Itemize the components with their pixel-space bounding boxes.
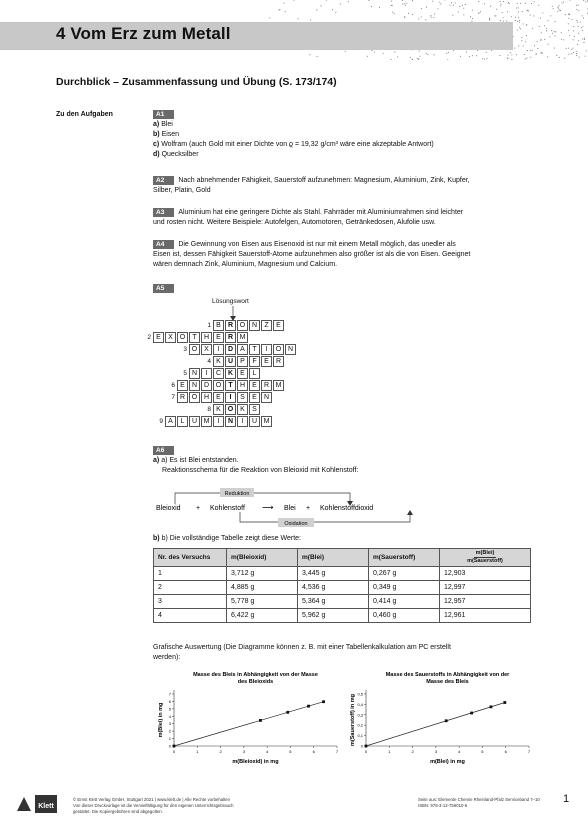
chart-blei-vs-bleioxid xyxy=(152,668,352,778)
task-a3: A3 Aluminium hat eine geringere Dichte als Stahl. Fahrräder mit Aluminiumrahmen sind leichter und rosten nicht. Weitere Beispiele: Autofelgen, Automotoren, Getränkedosen, Alufolie usw. xyxy=(153,208,563,228)
crossword-cell: B xyxy=(213,320,224,331)
table-cell: 12,997 xyxy=(440,581,531,595)
crossword-key-cell: K xyxy=(225,368,236,379)
a6-line-a: a) a) Es ist Blei entstanden. xyxy=(153,457,239,464)
y-tick-label: 0,1 xyxy=(357,733,363,739)
data-point xyxy=(365,745,368,748)
grafik-text xyxy=(153,643,573,663)
y-tick-label: 0 xyxy=(168,743,171,749)
x-tick-label: 2 xyxy=(219,749,222,754)
table-cell: 4,536 g xyxy=(298,581,369,595)
crossword-cell: M xyxy=(201,416,212,427)
page-subtitle: Durchblick – Zusammenfassung und Übung (S. 173/174) xyxy=(56,76,337,88)
table-row xyxy=(154,581,531,595)
crossword-cell: M xyxy=(237,332,248,343)
x-tick-label: 2 xyxy=(411,749,414,754)
oxidation-label: Oxidation xyxy=(284,521,308,527)
grafik-line-2: werden): xyxy=(153,654,181,661)
crossword-cell: I xyxy=(261,344,272,355)
crossword-cell: S xyxy=(237,392,248,403)
table-cell: 12,957 xyxy=(440,595,531,609)
x-tick-label: 6 xyxy=(504,749,507,754)
crossword-cell: E xyxy=(249,380,260,391)
table-cell: 3,712 g xyxy=(227,567,298,581)
chart-title: Masse des Bleis in Abhängigkeit von der Masse xyxy=(193,672,318,678)
tag-a4: A4 xyxy=(153,240,174,249)
table-cell: 12,903 xyxy=(440,567,531,581)
table-cell: 5,364 g xyxy=(298,595,369,609)
crossword-cell: T xyxy=(249,344,260,355)
tag-a2: A2 xyxy=(153,176,174,185)
y-tick-label: 0,4 xyxy=(357,701,363,707)
crossword-cell: O xyxy=(177,332,188,343)
crossword-key-cell: N xyxy=(225,416,236,427)
table-cell: 12,961 xyxy=(440,609,531,623)
tag-a6: A6 xyxy=(153,446,174,455)
y-tick-label: 3 xyxy=(168,721,171,727)
crossword-cell: P xyxy=(237,356,248,367)
crossword-key-cell: O xyxy=(225,404,236,415)
crossword-key-cell: I xyxy=(225,392,236,403)
x-tick-label: 1 xyxy=(388,749,391,754)
crossword-cell: N xyxy=(189,368,200,379)
x-tick-label: 3 xyxy=(242,749,245,754)
crossword-grid xyxy=(147,320,460,440)
a6-line-b: b) b) Die vollständige Tabelle zeigt diese Werte: xyxy=(153,535,301,542)
x-tick-label: 3 xyxy=(434,749,437,754)
crossword-row xyxy=(213,320,285,331)
table-cell: 5,962 g xyxy=(298,609,369,623)
crossword-row xyxy=(189,368,261,379)
solution-word-label: Lösungswort xyxy=(212,298,249,305)
crossword-row xyxy=(177,380,285,391)
crossword-key-cell: U xyxy=(225,356,236,367)
table-cell: 0,460 g xyxy=(369,609,440,623)
crossword-cell: E xyxy=(237,368,248,379)
crossword-cell: E xyxy=(273,320,284,331)
reaction-scheme xyxy=(150,484,450,530)
data-point xyxy=(286,711,289,714)
table-cell: 5,778 g xyxy=(227,595,298,609)
x-tick-label: 1 xyxy=(196,749,199,754)
crossword-cell: Z xyxy=(261,320,272,331)
a1-item-b: b) Eisen xyxy=(153,131,180,138)
crossword-row xyxy=(189,344,297,355)
table-cell: 4,885 g xyxy=(227,581,298,595)
tag-a3: A3 xyxy=(153,208,174,217)
crossword-row xyxy=(153,332,249,343)
y-tick-label: 0,5 xyxy=(357,691,363,697)
results-table xyxy=(153,548,531,623)
task-a5-header xyxy=(153,284,178,294)
scheme-kohlenstoffdioxid: Kohlenstoffdioxid xyxy=(320,505,374,512)
a1-item-d: d) Quecksilber xyxy=(153,151,199,158)
y-tick-label: 2 xyxy=(168,728,171,734)
y-axis-label: m(Sauerstoff) in mg xyxy=(350,694,356,746)
tag-a5: A5 xyxy=(153,284,174,293)
table-cell: 0,267 g xyxy=(369,567,440,581)
crossword-cell: K xyxy=(237,404,248,415)
x-tick-label: 6 xyxy=(312,749,315,754)
data-point xyxy=(470,712,473,715)
data-point xyxy=(173,745,176,748)
crossword-cell: X xyxy=(201,344,212,355)
page-number: 1 xyxy=(563,793,570,805)
y-tick-label: 1 xyxy=(168,736,171,742)
y-tick-label: 4 xyxy=(168,713,171,719)
scheme-bleioxid: Bleioxid xyxy=(156,505,181,512)
crossword-cell: S xyxy=(249,404,260,415)
crossword-row-number: 4 xyxy=(207,358,211,365)
table-cell: 3 xyxy=(154,595,227,609)
trend-line xyxy=(174,702,324,746)
a1-item-a: a) Blei xyxy=(153,121,173,128)
y-tick-label: 0 xyxy=(360,743,363,749)
scheme-plus-1: + xyxy=(196,505,201,512)
col-header-bleioxid: m(Bleioxid) xyxy=(227,549,298,567)
svg-text:Klett: Klett xyxy=(38,803,54,810)
table-row xyxy=(154,567,531,581)
crossword-row-number: 9 xyxy=(159,418,163,425)
x-tick-label: 4 xyxy=(458,749,461,754)
crossword-cell: E xyxy=(213,332,224,343)
crossword-cell: D xyxy=(201,380,212,391)
crossword-cell: H xyxy=(201,332,212,343)
klett-logo xyxy=(15,793,59,815)
table-cell: 1 xyxy=(154,567,227,581)
crossword-cell: L xyxy=(249,368,260,379)
data-point xyxy=(307,705,310,708)
crossword-cell: U xyxy=(189,416,200,427)
crossword-cell: T xyxy=(189,332,200,343)
col-header-ratio: m(Blei) m(Sauerstoff) xyxy=(440,549,531,567)
y-tick-label: 0,2 xyxy=(357,722,363,728)
crossword-row-number: 3 xyxy=(183,346,187,353)
task-a1 xyxy=(153,110,553,160)
x-tick-label: 5 xyxy=(289,749,292,754)
crossword-cell: E xyxy=(261,356,272,367)
crossword-cell: E xyxy=(249,392,260,403)
footer-source: Seite aus: Elemente Chemie Rheinland-Pfalz Serviceband 7–10 ISBN: 978-3-12-756010-6 xyxy=(418,797,540,808)
crossword-cell: A xyxy=(165,416,176,427)
crossword-cell: K xyxy=(213,404,224,415)
chart-sauerstoff-vs-blei xyxy=(344,668,544,778)
a4-text-line3: wären demnach Zink, Aluminium, Magnesium und Calcium. xyxy=(153,261,338,268)
crossword-key-cell: T xyxy=(225,380,236,391)
crossword-cell: O xyxy=(237,320,248,331)
data-point xyxy=(503,701,506,704)
table-cell: 6,422 g xyxy=(227,609,298,623)
scheme-plus-2: + xyxy=(306,505,311,512)
crossword-cell: R xyxy=(273,356,284,367)
crossword-cell: F xyxy=(249,356,260,367)
crossword-cell: O xyxy=(189,392,200,403)
reduktion-label: Reduktion xyxy=(224,491,250,497)
crossword-cell: H xyxy=(201,392,212,403)
x-tick-label: 5 xyxy=(481,749,484,754)
chart-title: Masse des Bleis xyxy=(426,679,469,685)
col-header-versuch: Nr. des Versuchs xyxy=(154,549,227,567)
crossword-row-number: 7 xyxy=(171,394,175,401)
crossword-row-number: 8 xyxy=(207,406,211,413)
table-cell: 0,414 g xyxy=(369,595,440,609)
crossword-cell: H xyxy=(237,380,248,391)
crossword-cell: A xyxy=(237,344,248,355)
crossword-row xyxy=(177,392,273,403)
data-point xyxy=(259,719,262,722)
chapter-title: 4 Vom Erz zum Metall xyxy=(56,24,231,43)
data-point xyxy=(490,705,493,708)
crossword-cell: R xyxy=(177,392,188,403)
crossword-cell: E xyxy=(153,332,164,343)
x-tick-label: 4 xyxy=(266,749,269,754)
table-row xyxy=(154,595,531,609)
x-tick-label: 0 xyxy=(172,749,176,754)
crossword-row-number: 6 xyxy=(171,382,175,389)
crossword-cell: X xyxy=(165,332,176,343)
footer-copyright: © Ernst Klett Verlag GmbH, Stuttgart 2021 | www.klett.de | Alle Rechte vorbehalten Von dieser Druckvorlage ist die Vervielfältigung für den eigenen Unterrichtsgebrauch gestattet. Die Kopiergebühren sind abgegolten. xyxy=(73,797,234,814)
y-axis-label: m(Blei) in mg xyxy=(158,702,164,738)
col-header-blei: m(Blei) xyxy=(298,549,369,567)
chart-title: des Bleioxids xyxy=(237,679,274,685)
chart-title: Masse des Sauerstoffs in Abhängigkeit von der xyxy=(385,672,510,678)
crossword-row-number: 1 xyxy=(207,322,211,329)
tag-a1: A1 xyxy=(153,110,174,119)
task-a6 xyxy=(153,446,553,476)
col-header-sauerstoff: m(Sauerstoff) xyxy=(369,549,440,567)
table-cell: 0,349 g xyxy=(369,581,440,595)
x-tick-label: 7 xyxy=(527,749,531,754)
grafik-line-1: Grafische Auswertung (Die Diagramme können z. B. mit einer Tabellenkalkulation am PC erstellt xyxy=(153,644,451,651)
side-label: Zu den Aufgaben xyxy=(56,111,113,118)
a6-line-a2: Reaktionsschema für die Reaktion von Bleioxid mit Kohlenstoff: xyxy=(162,467,359,474)
crossword-row-number: 5 xyxy=(183,370,187,377)
scheme-arrow: ⟶ xyxy=(262,503,274,512)
table-cell: 4 xyxy=(154,609,227,623)
crossword-cell: C xyxy=(213,368,224,379)
x-axis-label: m(Blei) in mg xyxy=(430,759,465,765)
a2-text-line2: Silber, Platin, Gold xyxy=(153,187,211,194)
a4-text-line2: Eisen ist, dessen Fähigkeit Sauerstoff-Atome aufzunehmen also größer ist als die von Eisen. Geeignet xyxy=(153,251,471,258)
crossword-cell: L xyxy=(177,416,188,427)
crossword-cell: O xyxy=(189,344,200,355)
crossword-row-number: 2 xyxy=(147,334,151,341)
data-point xyxy=(322,700,325,703)
crossword-cell: N xyxy=(285,344,296,355)
crossword-row xyxy=(165,416,273,427)
crossword-key-cell: R xyxy=(225,332,236,343)
crossword-cell: O xyxy=(273,344,284,355)
crossword-cell: I xyxy=(213,416,224,427)
y-tick-label: 5 xyxy=(168,706,171,712)
table-header-row xyxy=(154,549,531,567)
crossword-cell: I xyxy=(201,368,212,379)
crossword-row xyxy=(213,404,261,415)
scheme-kohlenstoff: Kohlenstoff xyxy=(210,505,245,512)
crossword-cell: M xyxy=(273,380,284,391)
a3-text-line2: und rosten nicht. Weitere Beispiele: Autofelgen, Automotoren, Getränkedosen, Alufolie usw. xyxy=(153,219,436,226)
crossword-cell: N xyxy=(249,320,260,331)
task-a4: A4 Die Gewinnung von Eisen aus Eisenoxid ist nur mit einem Metall möglich, das unedler als Eisen ist, dessen Fähigkeit Sauerstoff-Atome aufzunehmen also größer ist als die von Eisen. Geeignet wären demnach Zink, Aluminium, Magnesium und Calcium. xyxy=(153,240,573,270)
crossword-cell: E xyxy=(213,392,224,403)
crossword-cell: R xyxy=(261,380,272,391)
crossword-key-cell: R xyxy=(225,320,236,331)
crossword-cell: M xyxy=(261,416,272,427)
table-cell: 2 xyxy=(154,581,227,595)
x-tick-label: 7 xyxy=(335,749,339,754)
crossword-row xyxy=(213,356,285,367)
y-tick-label: 6 xyxy=(168,698,171,704)
crossword-cell: O xyxy=(213,380,224,391)
crossword-cell: K xyxy=(213,356,224,367)
trend-line xyxy=(366,703,505,746)
task-a2: A2 Nach abnehmender Fähigkeit, Sauerstoff aufzunehmen: Magnesium, Aluminium, Zink, Kupfer, Silber, Platin, Gold xyxy=(153,176,563,196)
y-tick-label: 7 xyxy=(168,691,171,697)
table-row xyxy=(154,609,531,623)
crossword-cell: E xyxy=(177,380,188,391)
a1-item-c: c) Wolfram (auch Gold mit einer Dichte von ϱ = 19,32 g/cm³ wäre eine akzeptable Antwort) xyxy=(153,141,434,148)
scheme-blei: Blei xyxy=(284,505,296,512)
crossword-key-cell: D xyxy=(225,344,236,355)
crossword-cell: U xyxy=(249,416,260,427)
crossword-cell: I xyxy=(237,416,248,427)
x-tick-label: 0 xyxy=(364,749,368,754)
crossword-cell: N xyxy=(189,380,200,391)
y-tick-label: 0,3 xyxy=(357,712,363,718)
crossword-cell: I xyxy=(213,344,224,355)
crossword-cell: N xyxy=(261,392,272,403)
x-axis-label: m(Bleioxid) in mg xyxy=(232,759,279,765)
data-point xyxy=(445,719,448,722)
table-cell: 3,445 g xyxy=(298,567,369,581)
